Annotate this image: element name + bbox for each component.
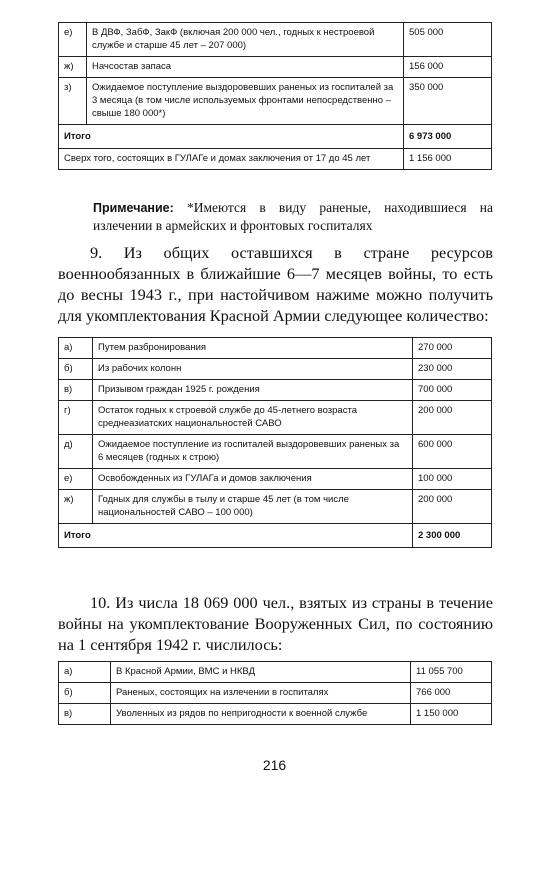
paragraph-9: 9. Из общих оставшихся в стране ресурсов военнообязанных в ближайшие 6—7 месяцев войны, то есть до весны 1943 г., при настойчивом нажиме можно получить для укомплектования Красной Армии следующее количество: xyxy=(58,243,493,325)
row-value: 270 000 xyxy=(413,338,492,359)
row-text: Из рабочих колонн xyxy=(93,359,413,380)
paragraph-10: 10. Из числа 18 069 000 чел., взятых из страны в течение войны на укомплектование Вооруженных Сил, по состоянию на 1 сентября 1942 г. числилось: xyxy=(58,593,493,654)
extra-text: Сверх того, состоящих в ГУЛАГе и домах заключения от 17 до 45 лет xyxy=(59,149,404,170)
row-value: 11 055 700 xyxy=(411,662,492,683)
total-value: 2 300 000 xyxy=(413,524,492,548)
table-total-row xyxy=(59,125,492,149)
page-number: 216 xyxy=(262,757,287,773)
table-row xyxy=(59,57,492,78)
row-value: 766 000 xyxy=(411,683,492,704)
row-value: 200 000 xyxy=(413,490,492,524)
row-letter: ж) xyxy=(59,490,93,524)
row-letter: е) xyxy=(59,23,87,57)
row-value: 700 000 xyxy=(413,380,492,401)
table-row xyxy=(59,469,492,490)
row-text: В ДВФ, ЗабФ, ЗакФ (включая 200 000 чел., годных к нестроевой службе и старше 45 лет – 207 000) xyxy=(87,23,404,57)
row-letter: б) xyxy=(59,683,111,704)
row-text: Годных для службы в тылу и старше 45 лет (в том числе национальностей САВО – 100 000) xyxy=(93,490,413,524)
row-text: Призывом граждан 1925 г. рождения xyxy=(93,380,413,401)
total-label: Итого xyxy=(59,125,404,149)
row-value: 505 000 xyxy=(404,23,492,57)
row-value: 156 000 xyxy=(404,57,492,78)
row-text: Освобожденных из ГУЛАГа и домов заключения xyxy=(93,469,413,490)
table-2 xyxy=(58,337,492,548)
row-text: Ожидаемое поступление из госпиталей выздоровевших раненых за 6 месяцев (годных к строю) xyxy=(93,435,413,469)
row-letter: ж) xyxy=(59,57,87,78)
row-text: Начсостав запаса xyxy=(87,57,404,78)
row-text: Уволенных из рядов по непригодности к военной службе xyxy=(111,704,411,725)
total-label: Итого xyxy=(59,524,413,548)
table-row xyxy=(59,662,492,683)
row-letter: б) xyxy=(59,359,93,380)
row-text: Путем разбронирования xyxy=(93,338,413,359)
table-row xyxy=(59,380,492,401)
table-row xyxy=(59,338,492,359)
row-value: 1 150 000 xyxy=(411,704,492,725)
row-letter: д) xyxy=(59,435,93,469)
table-row xyxy=(59,23,492,57)
row-text: В Красной Армии, ВМС и НКВД xyxy=(111,662,411,683)
table-1 xyxy=(58,22,492,170)
row-text: Раненых, состоящих на излечении в госпиталях xyxy=(111,683,411,704)
row-value: 100 000 xyxy=(413,469,492,490)
table-row xyxy=(59,435,492,469)
row-letter: в) xyxy=(59,704,111,725)
footnote-text: *Имеются в виду раненые, находившиеся на излечении в армейских и фронтовых госпиталях xyxy=(93,200,493,233)
row-letter: в) xyxy=(59,380,93,401)
table-total-row xyxy=(59,524,492,548)
table-row xyxy=(59,704,492,725)
table-row xyxy=(59,359,492,380)
row-letter: е) xyxy=(59,469,93,490)
row-letter: а) xyxy=(59,338,93,359)
table-row xyxy=(59,490,492,524)
row-letter: г) xyxy=(59,401,93,435)
table-row xyxy=(59,683,492,704)
table-3 xyxy=(58,661,492,725)
row-text: Ожидаемое поступление выздоровевших раненых из госпиталей за 3 месяца (в том числе используемых фронтами непосредственно – свыше 180 000*) xyxy=(87,78,404,125)
table-row xyxy=(59,78,492,125)
table-row xyxy=(59,401,492,435)
row-text: Остаток годных к строевой службе до 45-летнего возраста среднеазиатских национальностей САВО xyxy=(93,401,413,435)
row-value: 350 000 xyxy=(404,78,492,125)
footnote-label: Примечание: xyxy=(93,201,174,215)
row-value: 230 000 xyxy=(413,359,492,380)
row-value: 600 000 xyxy=(413,435,492,469)
row-letter: з) xyxy=(59,78,87,125)
extra-value: 1 156 000 xyxy=(404,149,492,170)
table-row xyxy=(59,149,492,170)
total-value: 6 973 000 xyxy=(404,125,492,149)
row-value: 200 000 xyxy=(413,401,492,435)
footnote xyxy=(93,199,493,234)
row-letter: а) xyxy=(59,662,111,683)
